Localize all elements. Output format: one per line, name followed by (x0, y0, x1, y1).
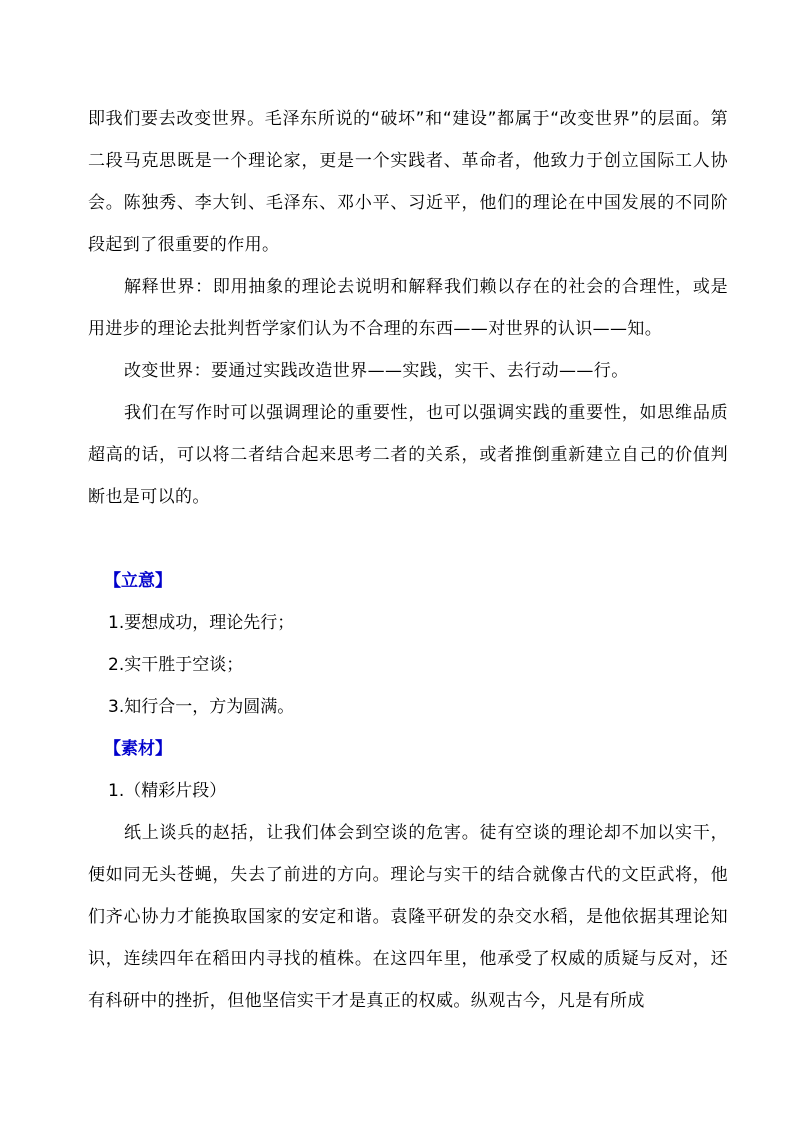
intro-paragraph-writing-advice: 我们在写作时可以强调理论的重要性，也可以强调实践的重要性，如思维品质超高的话，可以将二者结合起来思考二者的关系，或者推倒重新建立自己的价值判断也是可以的。 (88, 403, 728, 507)
intro-paragraph-1: 即我们要去改变世界。毛泽东所说的“破坏”和“建设”都属于“改变世界”的层面。第二段马克思既是一个理论家，更是一个实践者、革命者，他致力于创立国际工人协会。陈独秀、李大钊、毛泽东、邓小平、习近平，他们的理论在中国发展的不同阶段起到了很重要的作用。 (88, 109, 728, 255)
liyi-item-1: 1.要想成功，理论先行； (108, 613, 295, 633)
section-spacer (88, 518, 728, 560)
liyi-item-3: 3.知行合一，方为圆满。 (108, 697, 295, 717)
intro-paragraph-change-world: 改变世界：要通过实践改造世界——实践，实干、去行动——行。 (124, 361, 629, 381)
intro-paragraph-explain-world: 解释世界：即用抽象的理论去说明和解释我们赖以存在的社会的合理性，或是用进步的理论去批判哲学家们认为不合理的东西——对世界的认识——知。 (88, 277, 728, 339)
sucai-paragraph: 纸上谈兵的赵括，让我们体会到空谈的危害。徒有空谈的理论却不加以实干，便如同无头苍蝇，失去了前进的方向。理论与实干的结合就像古代的文臣武将，他们齐心协力才能换取国家的安定和谐。袁隆平研发的杂交水稻，是他依据其理论知识，连续四年在稻田内寻找的植株。在这四年里，他承受了权威的质疑与反对，还有科研中的挫折，但他坚信实干才是真正的权威。纵观古今，凡是有所成 (88, 823, 728, 1011)
section-heading-sucai: 【素材】 (104, 739, 172, 759)
sucai-subheading: 1.（精彩片段） (108, 781, 227, 801)
document-page (88, 98, 728, 1022)
liyi-item-2: 2.实干胜于空谈； (108, 655, 244, 675)
section-sucai (88, 728, 728, 1022)
section-liyi (88, 560, 728, 728)
section-heading-liyi: 【立意】 (104, 571, 172, 591)
